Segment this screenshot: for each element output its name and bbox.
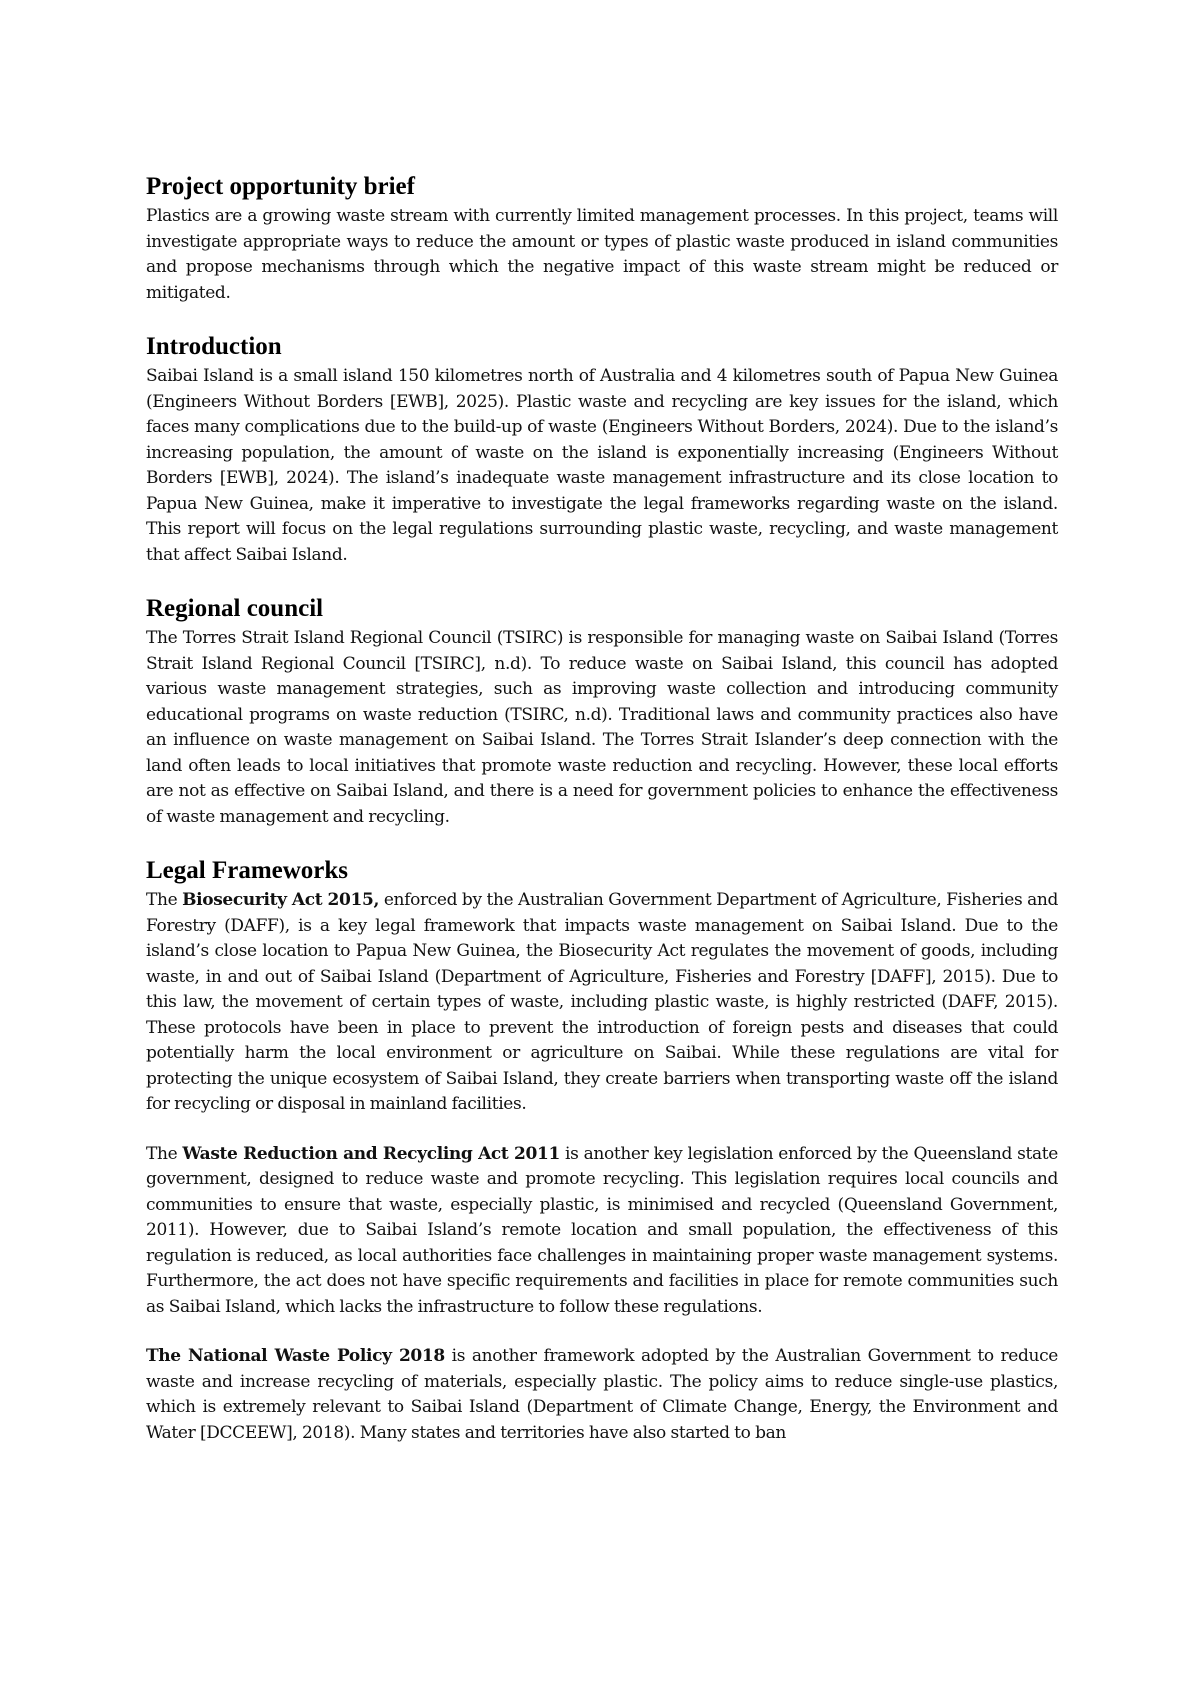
document-page: [146, 170, 1058, 1446]
waste-act-title: Waste Reduction and Recycling Act 2011: [182, 1143, 560, 1164]
biosecurity-lead: The: [146, 890, 183, 910]
heading-regional-council: Regional council: [146, 595, 324, 622]
heading-legal-frameworks: Legal Frameworks: [146, 857, 349, 884]
paragraph-waste-act: [146, 1142, 1058, 1321]
paragraph-national-waste-policy: [146, 1344, 1058, 1446]
waste-act-lead: The: [146, 1143, 183, 1164]
waste-act-body: is another key legislation enforced by the Queensland state government, designed to reduce waste and promote recycling. This legislation requires local councils and communities to ensure that waste, especially plastic, is minimised and recycled (Queensland Government, 2011). However, due to Saibai Island’s remote location and small population, the effectiveness of this regulation is reduced, as local authorities face challenges in maintaining proper waste management systems. Furthermore, the act does not have specific requirements and facilities in place for remote communities such as Saibai Island, which lacks the infrastructure to follow these regulations.: [146, 1143, 1058, 1317]
national-policy-title: The National Waste Policy 2018: [146, 1346, 445, 1366]
national-policy-body: is another framework adopted by the Australian Government to reduce waste and increase recycling of materials, especially plastic. The policy aims to reduce single-use plastics, which is extremely relevant to Saibai Island (Department of Climate Change, Energy, the Environment and Water [DCCEEW], 2018). Many states and territories have also started to ban: [146, 1346, 1059, 1443]
paragraph-introduction: Saibai Island is a small island 150 kilometres north of Australia and 4 kilometres south of Papua New Guinea (Engineers Without Borders [EWB], 2025). Plastic waste and recycling are key issues for the island, which faces many complications due to the build-up of waste (Engineers Without Borders, 2024). Due to the island’s increasing population, the amount of waste on the island is exponentially increasing (Engineers Without Borders [EWB], 2024). The island’s inadequate waste management infrastructure and its close location to Papua New Guinea, make it imperative to investigate the legal frameworks regarding waste on the island. This report will focus on the legal regulations surrounding plastic waste, recycling, and waste management that affect Saibai Island.: [146, 366, 1058, 565]
paragraph-regional-council: The Torres Strait Island Regional Council (TSIRC) is responsible for managing waste on Saibai Island (Torres Strait Island Regional Council [TSIRC], n.d). To reduce waste on Saibai Island, this council has adopted various waste management strategies, such as improving waste collection and introducing community educational programs on waste reduction (TSIRC, n.d). Traditional laws and community practices also have an influence on waste management on Saibai Island. The Torres Strait Islander’s deep connection with the land often leads to local initiatives that promote waste reduction and recycling. However, these local efforts are not as effective on Saibai Island, and there is a need for government policies to enhance the effectiveness of waste management and recycling.: [146, 628, 1058, 827]
biosecurity-act-title: Biosecurity Act 2015,: [182, 890, 380, 910]
biosecurity-body: enforced by the Australian Government Department of Agriculture, Fisheries and Forestry (DAFF), is a key legal framework that impacts waste management on Saibai Island. Due to the island’s close location to Papua New Guinea, the Biosecurity Act regulates the movement of goods, including waste, in and out of Saibai Island (Department of Agriculture, Fisheries and Forestry [DAFF], 2015). Due to this law, the movement of certain types of waste, including plastic waste, is highly restricted (DAFF, 2015). These protocols have been in place to prevent the introduction of foreign pests and diseases that could potentially harm the local environment or agriculture on Saibai. While these regulations are vital for protecting the unique ecosystem of Saibai Island, they create barriers when transporting waste off the island for recycling or disposal in mainland facilities.: [146, 890, 1059, 1114]
paragraph-biosecurity-act: [146, 888, 1058, 1118]
heading-introduction: Introduction: [146, 333, 282, 360]
section-introduction: [146, 330, 1058, 568]
paragraph-project-brief: Plastics are a growing waste stream with currently limited management processes. In this project, teams will investigate appropriate ways to reduce the amount or types of plastic waste produced in island communities and propose mechanisms through which the negative impact of this waste stream might be reduced or mitigated.: [146, 206, 1058, 303]
heading-project-brief: Project opportunity brief: [146, 173, 415, 200]
section-legal-frameworks: [146, 854, 1058, 1446]
section-regional-council: [146, 592, 1058, 830]
section-project-brief: [146, 170, 1058, 306]
